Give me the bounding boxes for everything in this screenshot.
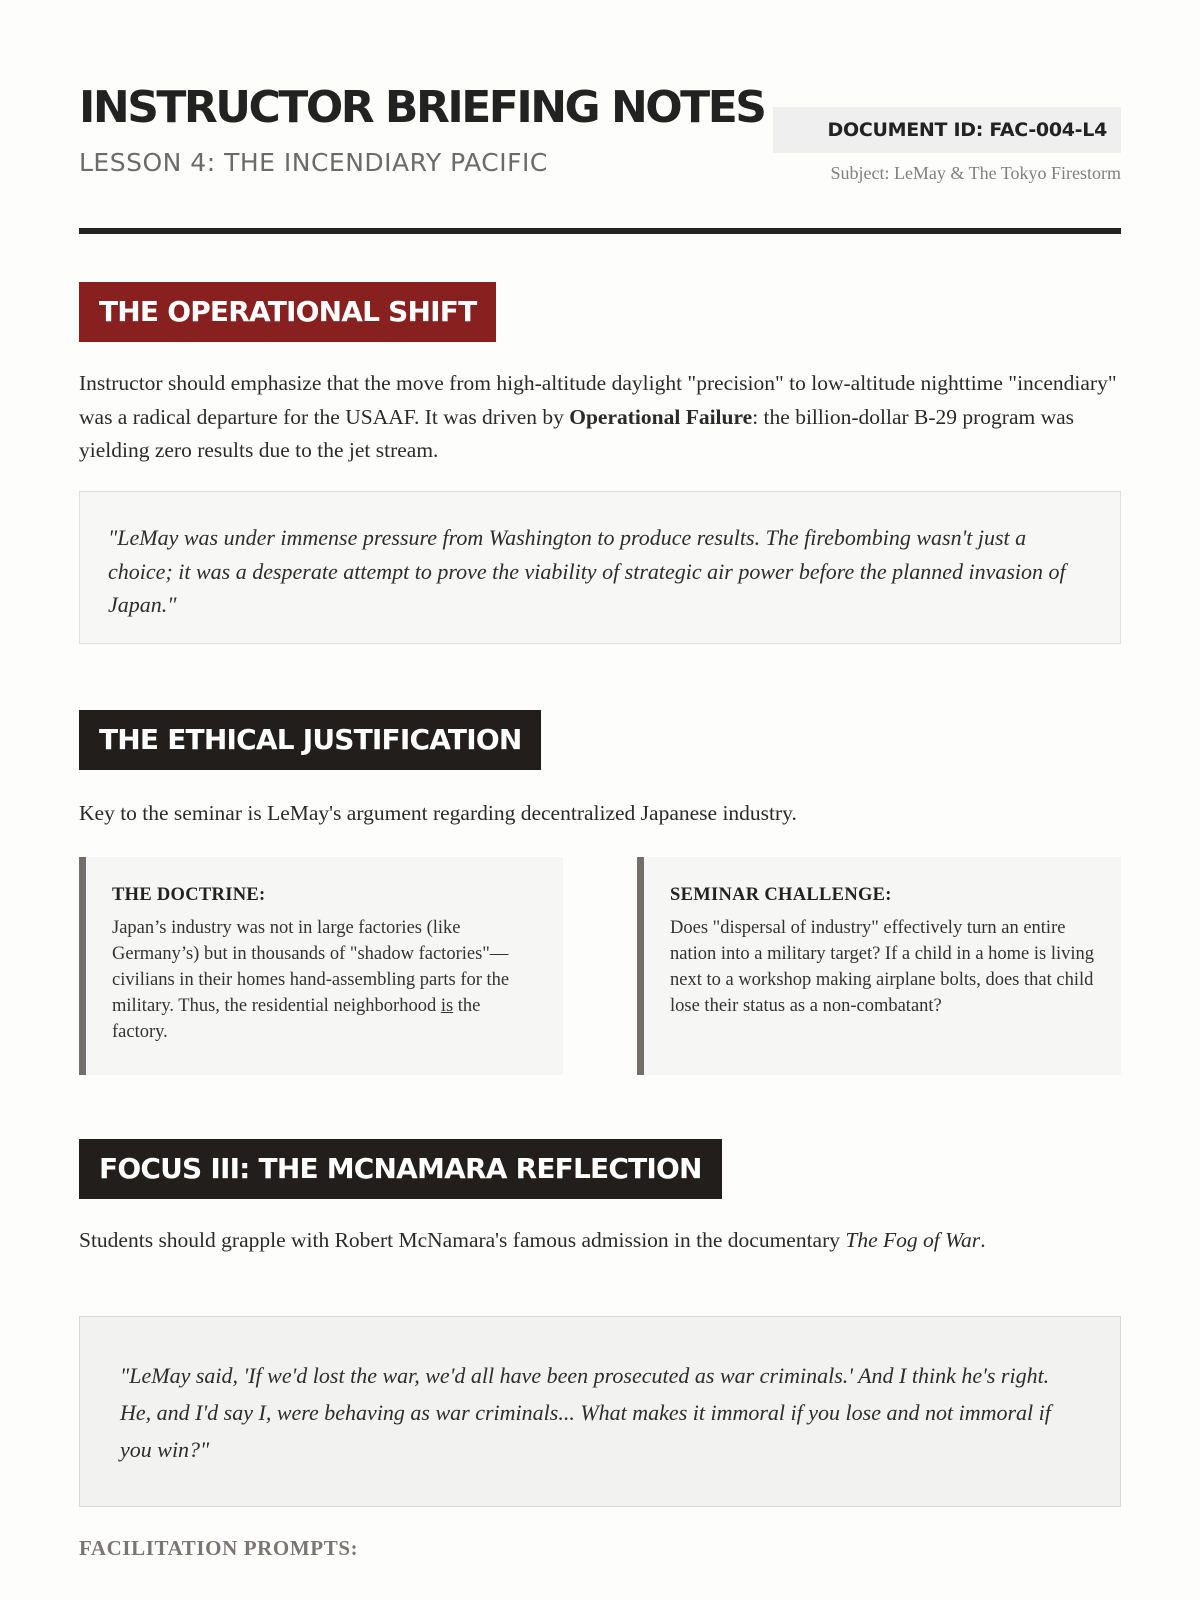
seminar-challenge-card — [637, 857, 1121, 1075]
lemay-pressure-quote: "LeMay was under immense pressure from Washington to produce results. The firebombing wasn't just a choice; it was a desperate attempt to prove the viability of strategic air power before the planned invasion of Japan." — [79, 491, 1121, 644]
section-heading-mcnamara-reflection: FOCUS III: THE MCNAMARA REFLECTION — [79, 1139, 722, 1199]
doctrine-card — [79, 857, 563, 1075]
document-subject: Subject: LeMay & The Tokyo Firestorm — [830, 163, 1121, 183]
section-heading-ethical-justification: THE ETHICAL JUSTIFICATION — [79, 710, 541, 770]
doctrine-text — [112, 915, 537, 1045]
seminar-challenge-text: Does "dispersal of industry" effectively turn an entire nation into a military target? If a child in a home is living next to a workshop making airplane bolts, does that child lose their status as a non-combatant? — [670, 918, 1095, 1016]
mcnamara-intro-start: Students should grapple with Robert McNamara's famous admission in the documentary — [79, 1228, 846, 1252]
section-heading-operational-shift: THE OPERATIONAL SHIFT — [79, 282, 496, 342]
document-header — [79, 0, 1121, 234]
doctrine-text-end: the factory. — [112, 996, 481, 1042]
ethical-intro-paragraph: Key to the seminar is LeMay's argument regarding decentralized Japanese industry. — [79, 801, 797, 825]
operational-failure-emphasis: Operational Failure — [569, 404, 753, 429]
lesson-subtitle: LESSON 4: THE INCENDIARY PACIFIC — [79, 148, 548, 177]
para-text-start: Instructor should emphasize that the move from high-altitude daylight "precision" to low-altitude nighttime "incendiary" was a radical departure for the USAAF. It was driven by — [79, 371, 1117, 429]
doctrine-challenge-columns — [79, 857, 1121, 1075]
operational-shift-paragraph-block — [79, 367, 1121, 468]
ethical-intro-block — [79, 797, 1121, 831]
operational-shift-paragraph — [79, 367, 1121, 468]
mcnamara-intro-block — [79, 1224, 1121, 1258]
mcnamara-quote: "LeMay said, 'If we'd lost the war, we'd all have been prosecuted as war criminals.' And I think he's right. He, and I'd say I, were behaving as war criminals... What makes it immoral if you lose and not immoral if you win?" — [79, 1316, 1121, 1507]
document-id-badge: DOCUMENT ID: FAC-004-L4 — [773, 107, 1121, 153]
mcnamara-intro-paragraph — [79, 1224, 1121, 1258]
section-mcnamara-reflection — [79, 1139, 1121, 1199]
section-ethical-justification — [79, 710, 1121, 770]
facilitation-prompts-block — [79, 1536, 1121, 1561]
mcnamara-intro-end: . — [980, 1228, 986, 1252]
seminar-challenge-title: SEMINAR CHALLENGE: — [670, 885, 892, 905]
para-text-end: : the billion-dollar B-29 program was yielding zero results due to the jet stream. — [79, 404, 1075, 462]
fog-of-war-title: The Fog of War — [845, 1228, 981, 1252]
doctrine-text-start: Japan’s industry was not in large factories (like Germany’s) but in thousands of "shadow factories"—civilians in their homes hand-assembling parts for the military. Thus, the residential neighborhood — [112, 918, 510, 1016]
doctrine-title: THE DOCTRINE: — [112, 885, 266, 905]
doctrine-emphasis-is: is — [440, 996, 454, 1016]
document-title: INSTRUCTOR BRIEFING NOTES — [79, 82, 765, 133]
facilitation-prompts-label: FACILITATION PROMPTS: — [79, 1536, 359, 1560]
section-operational-shift — [79, 282, 1121, 342]
